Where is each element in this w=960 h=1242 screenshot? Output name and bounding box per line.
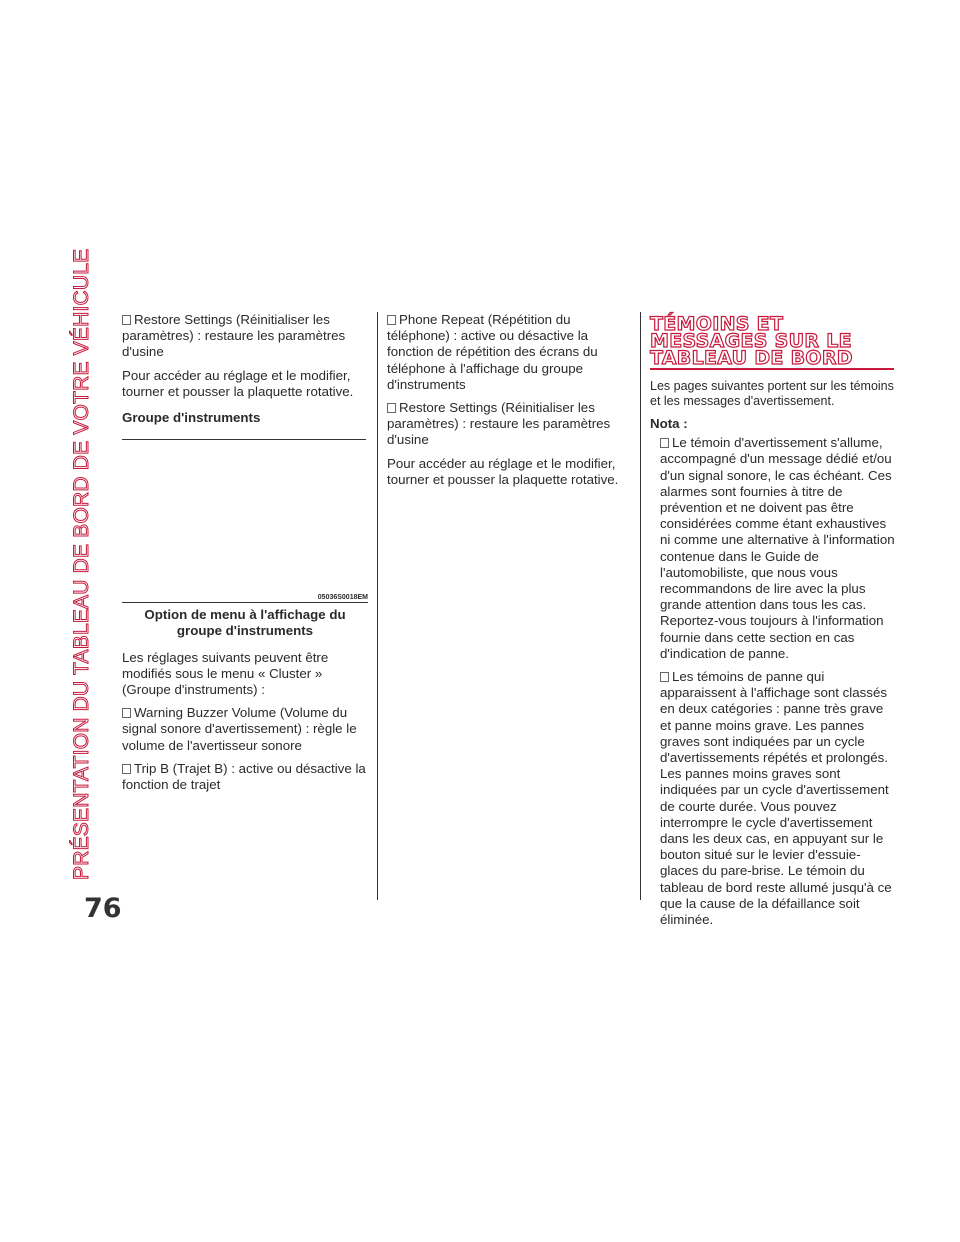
column-divider: [377, 312, 378, 900]
column-3: [650, 312, 895, 935]
list-item-text: Le témoin d'avertissement s'allume, accompagné d'un message dédié et/ou d'un signal sonore, le cas échéant. Ces alarmes sont fournies à titre de prévention et ne doivent pas être considérées comme étant exhaustives ni comme une alternative à l'information contenue dans le Guide de l'automobiliste, que nous vous recommandons de lire avec la plus grande attention dans tous les cas. Reportez-vous toujours à l'information fournie dans cette section en cas d'indication de panne.: [660, 435, 895, 661]
column-1: [122, 312, 368, 800]
figure-id: 05036S0018EM: [122, 593, 368, 603]
list-item-text: Trip B (Trajet B) : active ou désactive la fonction de trajet: [122, 760, 366, 793]
list-item: [660, 435, 895, 662]
section-title-line: MESSAGES SUR LE: [650, 330, 852, 352]
list-item: [122, 312, 368, 361]
page-number: 76: [84, 893, 122, 924]
paragraph: Pour accéder au réglage et le modifier, tourner et pousser la plaquette rotative.: [122, 367, 354, 399]
section-title-line: TABLEAU DE BORD: [650, 347, 853, 369]
section-title-line: TÉMOINS ET: [650, 313, 784, 335]
subheading: Groupe d'instruments: [122, 410, 261, 426]
list-item-text: Restore Settings (Réinitialiser les paramètres) : restaure les paramètres d'usine: [387, 400, 611, 448]
note-label: Nota :: [650, 416, 688, 431]
section-title: [650, 313, 895, 369]
list-item: [387, 312, 631, 393]
paragraph: Les réglages suivants peuvent être modifiés sous le menu « Cluster » (Groupe d'instruments) :: [122, 649, 329, 698]
figure-caption: Option de menu à l'affichage du groupe d'instruments: [144, 607, 346, 639]
list-item: [660, 669, 895, 928]
intro-paragraph: Les pages suivantes portent sur les témoins et les messages d'avertissement.: [650, 379, 894, 408]
list-item-text: Restore Settings (Réinitialiser les paramètres) : restaure les paramètres d'usine: [122, 312, 346, 360]
list-item-text: Les témoins de panne qui apparaissent à l'affichage sont classés en deux catégories : panne très grave et panne moins grave. Les pannes graves sont indiquées par un cycle d'avertissements répétés et prolongés. Les pannes moins graves sont indiquées par un cycle d'avertissement de courte durée. Vous pouvez interrompre le cycle d'avertissement dans les deux cas, en appuyant sur le bouton situé sur le levier d'essuie-glaces du pare-brise. Le témoin du tableau de bord reste allumé jusqu'à ce que la cause de la défaillance soit éliminée.: [660, 669, 892, 928]
list-item: [122, 761, 368, 793]
column-2: [387, 312, 631, 495]
list-item-text: Warning Buzzer Volume (Volume du signal sonore d'avertissement) : règle le volume de l'avertisseur sonore: [122, 705, 357, 753]
list-item: [122, 705, 368, 754]
section-side-title: PRÉSENTATION DU TABLEAU DE BORD DE VOTRE VÉHICULE: [70, 248, 93, 880]
figure-placeholder: [122, 440, 366, 591]
list-item-text: Phone Repeat (Répétition du téléphone) : active ou désactive la fonction de répétition des écrans du téléphone à l'affichage du groupe d'instruments: [387, 312, 598, 392]
list-item: [387, 400, 631, 449]
paragraph: Pour accéder au réglage et le modifier, tourner et pousser la plaquette rotative.: [387, 455, 619, 487]
note-list: [638, 435, 895, 928]
